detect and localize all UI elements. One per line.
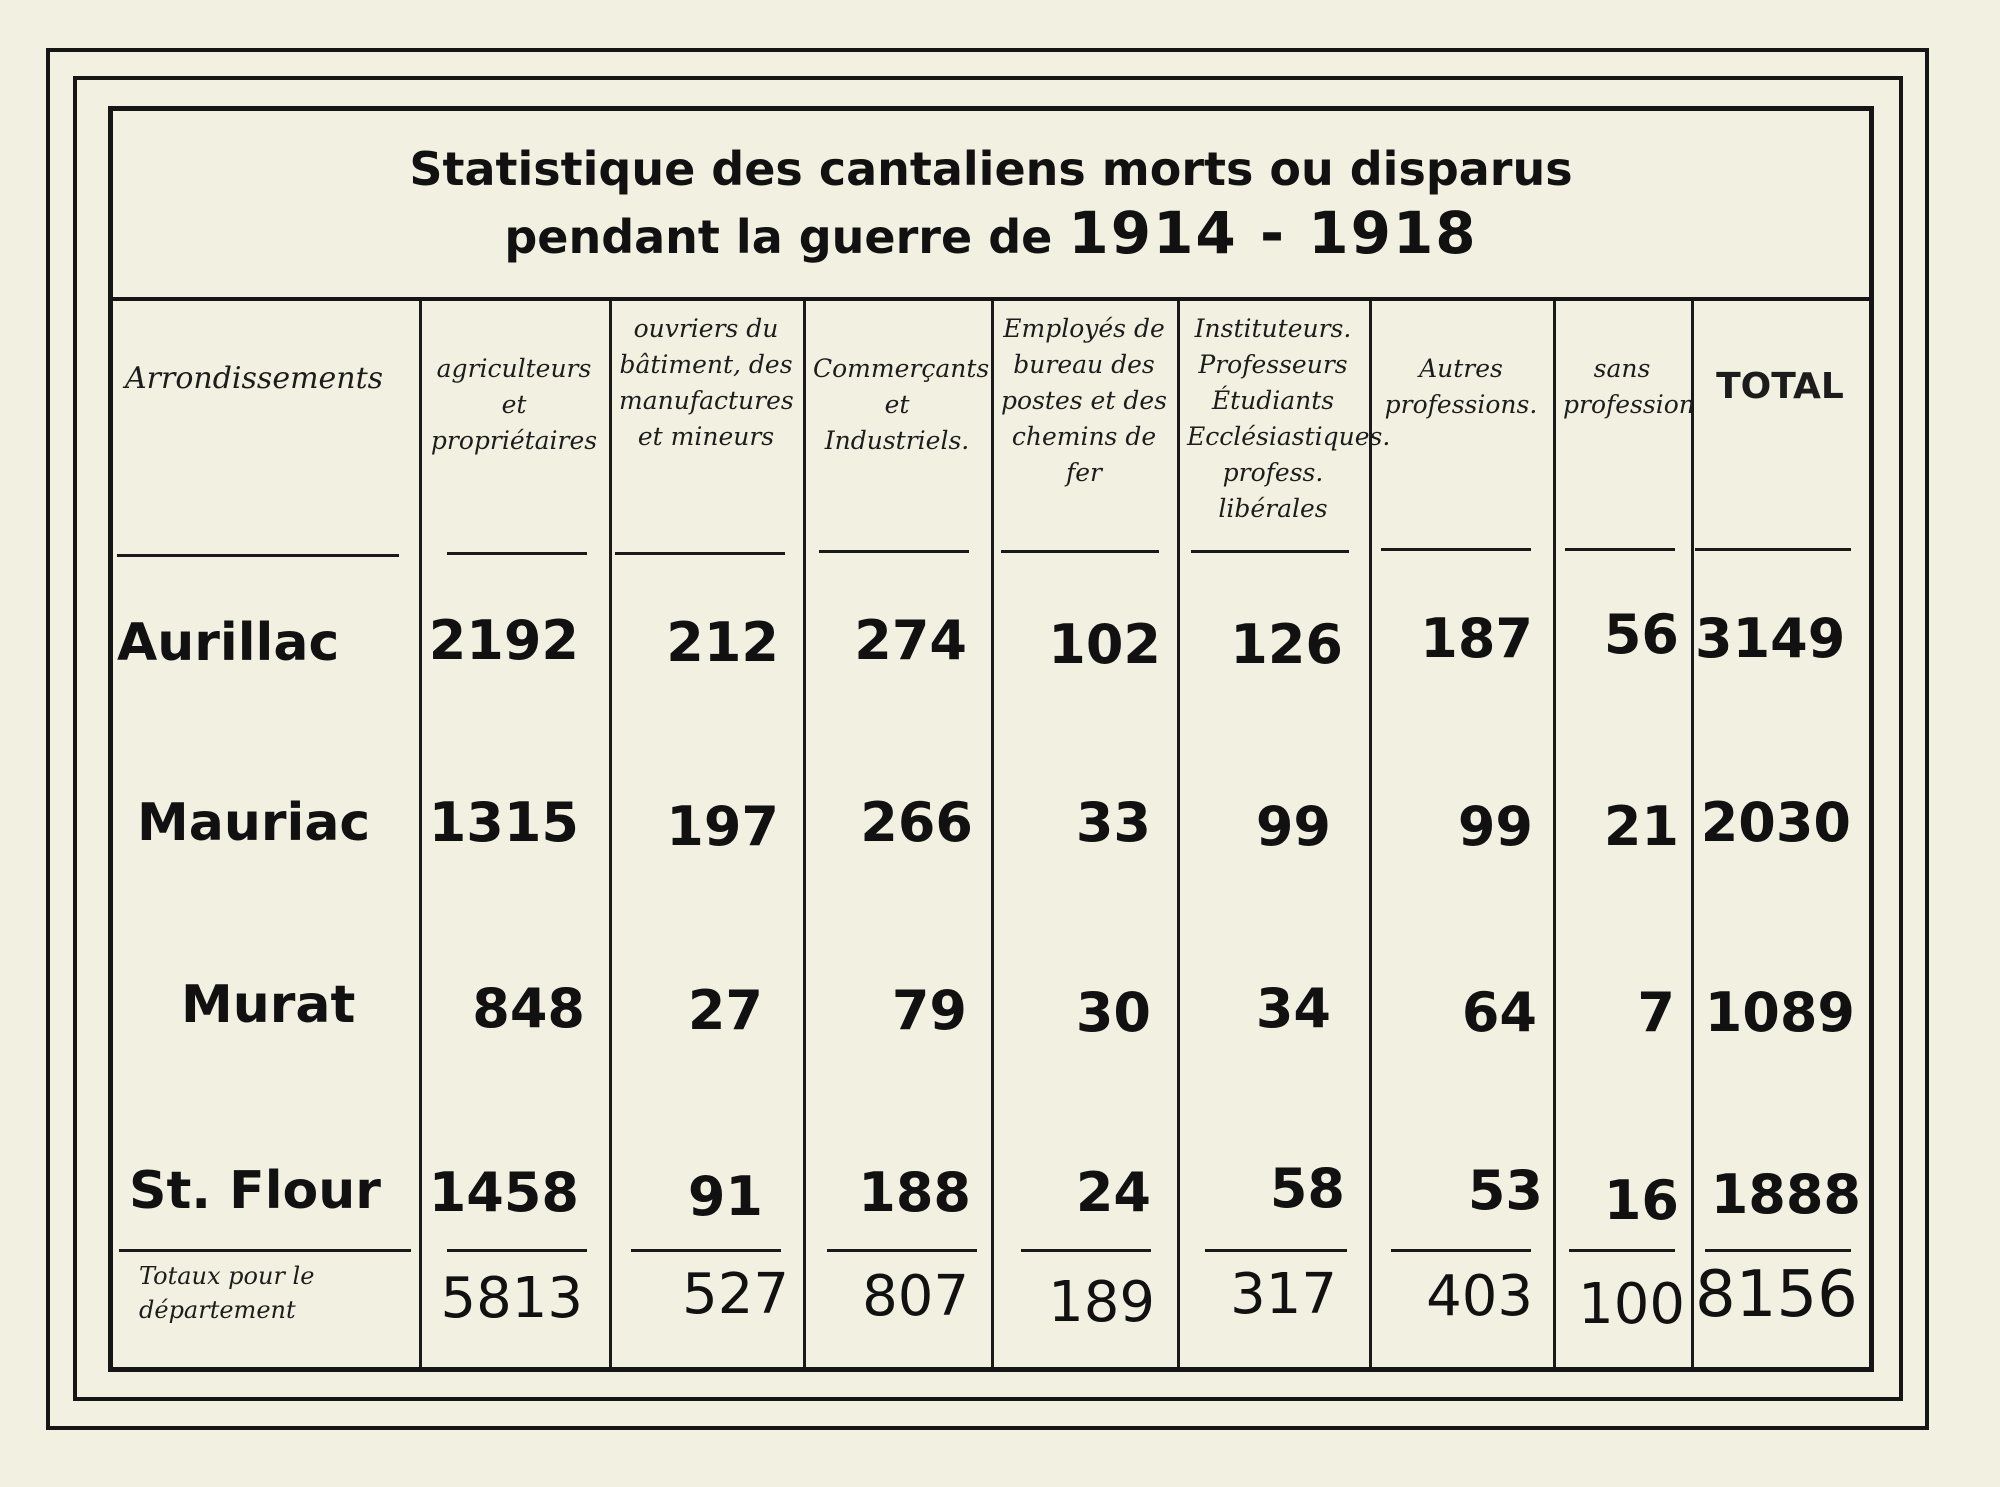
cell-st-flour-agriculteurs: 1458 — [428, 1161, 579, 1224]
column-divider — [609, 301, 612, 1367]
total-rule — [1569, 1249, 1675, 1252]
cell-aurillac-instituteurs: 126 — [1230, 613, 1343, 676]
total-employes: 189 — [1048, 1270, 1155, 1335]
header-rule — [1191, 550, 1349, 553]
title-line-2-prefix: pendant la guerre de — [504, 210, 1053, 264]
row-name-aurillac: Aurillac — [117, 613, 340, 673]
cell-aurillac-commercants: 274 — [854, 609, 967, 672]
header-ouvriers: ouvriers du bâtiment, des manufactures et mineurs — [619, 314, 794, 451]
cell-st-flour-sans: 16 — [1603, 1169, 1679, 1232]
column-divider — [803, 301, 806, 1367]
total-rule — [1205, 1249, 1347, 1252]
cell-aurillac-autres: 187 — [1420, 607, 1533, 670]
cell-murat-instituteurs: 34 — [1255, 977, 1331, 1040]
total-ouvriers: 527 — [682, 1262, 789, 1327]
cell-murat-autres: 64 — [1461, 981, 1537, 1044]
total-commercants: 807 — [862, 1264, 969, 1329]
header-commercants: Commerçants et Industriels. — [813, 354, 990, 455]
cell-mauriac-autres: 99 — [1457, 795, 1533, 858]
column-divider — [419, 301, 422, 1367]
total-rule — [447, 1249, 587, 1252]
cell-murat-commercants: 79 — [891, 979, 967, 1042]
title-line-1: Statistique des cantaliens morts ou disparus — [409, 142, 1573, 196]
document-title — [113, 111, 1869, 301]
cell-st-flour-ouvriers: 91 — [687, 1165, 763, 1228]
cell-murat-employes: 30 — [1075, 981, 1151, 1044]
cell-mauriac-instituteurs: 99 — [1255, 795, 1331, 858]
header-rule — [819, 550, 969, 553]
header-rule — [1565, 548, 1675, 551]
cell-st-flour-commercants: 188 — [858, 1161, 971, 1224]
cell-aurillac-agriculteurs: 2192 — [428, 609, 579, 672]
row-name-mauriac: Mauriac — [137, 793, 371, 853]
cell-aurillac-sans: 56 — [1603, 603, 1679, 666]
cell-mauriac-agriculteurs: 1315 — [428, 791, 579, 854]
cell-mauriac-ouvriers: 197 — [666, 795, 779, 858]
column-divider — [1369, 301, 1372, 1367]
header-rule — [447, 552, 587, 555]
cell-murat-sans: 7 — [1637, 981, 1675, 1044]
total-sans: 100 — [1578, 1272, 1685, 1337]
header-rule — [1695, 548, 1851, 551]
cell-murat-total: 1089 — [1704, 981, 1855, 1044]
header-total: TOTAL — [1716, 366, 1844, 407]
header-agriculteurs: agriculteurs et propriétaires — [430, 354, 598, 455]
header-autres: Autres professions. — [1384, 354, 1538, 419]
title-years: 1914 - 1918 — [1068, 199, 1478, 267]
statistics-sheet — [113, 111, 1869, 1367]
cell-mauriac-employes: 33 — [1075, 791, 1151, 854]
header-arrondissements: Arrondissements — [125, 361, 384, 396]
total-rule — [1705, 1249, 1851, 1252]
column-divider — [1177, 301, 1180, 1367]
row-name-murat: Murat — [181, 975, 356, 1035]
total-rule — [631, 1249, 781, 1252]
header-sans-profession: sans profession — [1563, 354, 1695, 419]
header-instituteurs: Instituteurs. Professeurs Étudiants Ecclésiastiques. profess. libérales — [1187, 314, 1391, 523]
column-divider — [1691, 301, 1694, 1367]
cell-aurillac-total: 3149 — [1695, 607, 1846, 670]
totals-label: Totaux pour le département — [139, 1262, 315, 1324]
column-divider — [1553, 301, 1556, 1367]
cell-murat-ouvriers: 27 — [687, 979, 763, 1042]
cell-mauriac-total: 2030 — [1700, 791, 1851, 854]
cell-aurillac-ouvriers: 212 — [666, 611, 779, 674]
header-employes: Employés de bureau des postes et des chemins de fer — [1001, 314, 1167, 487]
total-rule — [1021, 1249, 1151, 1252]
total-rule — [827, 1249, 977, 1252]
cell-st-flour-total: 1888 — [1710, 1163, 1861, 1226]
header-rule — [117, 554, 399, 557]
cell-murat-agriculteurs: 848 — [472, 977, 585, 1040]
header-rule — [615, 552, 785, 555]
cell-aurillac-employes: 102 — [1048, 613, 1161, 676]
total-autres: 403 — [1426, 1264, 1533, 1329]
cell-mauriac-commercants: 266 — [860, 791, 973, 854]
total-instituteurs: 317 — [1230, 1262, 1337, 1327]
cell-st-flour-instituteurs: 58 — [1269, 1157, 1345, 1220]
total-agriculteurs: 5813 — [440, 1266, 583, 1331]
header-rule — [1001, 550, 1159, 553]
total-overall: 8156 — [1695, 1258, 1858, 1332]
column-divider — [991, 301, 994, 1367]
title-line-2 — [113, 201, 1869, 269]
cell-st-flour-autres: 53 — [1467, 1159, 1543, 1222]
header-rule — [1381, 548, 1531, 551]
statistics-table — [113, 301, 1869, 1367]
row-name-st-flour: St. Flour — [129, 1161, 381, 1221]
total-rule — [1391, 1249, 1531, 1252]
cell-st-flour-employes: 24 — [1075, 1161, 1151, 1224]
cell-mauriac-sans: 21 — [1603, 795, 1679, 858]
total-rule — [119, 1249, 411, 1252]
